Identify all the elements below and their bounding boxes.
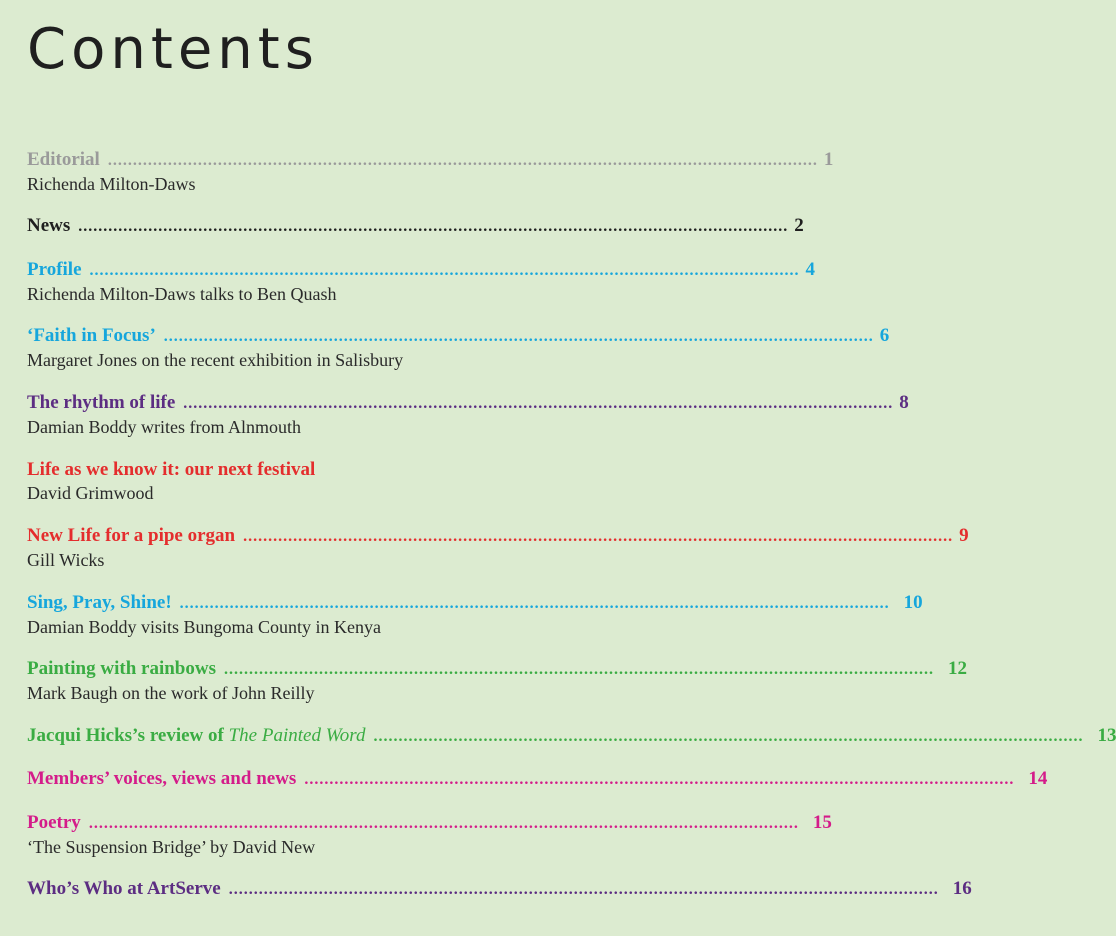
- toc-entry-title: Who’s Who at ArtServe: [27, 878, 221, 899]
- toc-entry-title: News: [27, 215, 71, 236]
- leader-dots: ..............................................................................................................................................: [88, 815, 799, 832]
- page-number: 15: [812, 812, 832, 833]
- toc-entry-subtitle: Gill Wicks: [27, 550, 105, 570]
- toc-entry-subtitle: Damian Boddy visits Bungoma County in Kenya: [27, 617, 381, 637]
- leader-dots: ..............................................................................................................................................: [183, 395, 894, 412]
- page-number: 1: [823, 149, 834, 170]
- toc-entry-title: ‘Faith in Focus’: [27, 325, 156, 346]
- leader-dots: ..............................................................................................................................................: [228, 881, 939, 898]
- toc-entry-review[interactable]: [27, 725, 1116, 748]
- page-number: 4: [805, 259, 816, 280]
- page-number: 6: [879, 325, 890, 346]
- leader-dots: ..............................................................................................................................................: [107, 152, 818, 169]
- toc-entry-profile[interactable]: [27, 259, 816, 305]
- toc-entry-title: Life as we know it: our next festival: [27, 459, 316, 480]
- toc-entry-subtitle: Richenda Milton-Daws: [27, 174, 196, 194]
- toc-entry-title: Poetry: [27, 812, 81, 833]
- toc-entry-title: The rhythm of life: [27, 392, 176, 413]
- leader-dots: ..............................................................................................................................................: [78, 218, 789, 235]
- toc-entry-title: [27, 725, 365, 747]
- page-number: 9: [959, 525, 969, 546]
- page-number: 14: [1028, 768, 1048, 789]
- toc-entry-sing-pray-shine[interactable]: [27, 592, 923, 638]
- toc-entry-title-italic: The Painted Word: [228, 725, 366, 746]
- toc-entry-poetry[interactable]: [27, 812, 832, 858]
- page-number: 12: [947, 658, 967, 679]
- leader-dots: ..............................................................................................................................................: [163, 328, 874, 345]
- toc-entry-painting-with-rainbows[interactable]: [27, 658, 967, 704]
- toc-entry-title: Painting with rainbows: [27, 658, 216, 679]
- leader-dots: ..............................................................................................................................................: [373, 728, 1084, 745]
- leader-dots: ..............................................................................................................................................: [223, 661, 934, 678]
- toc-entry-title: Profile: [27, 259, 82, 280]
- toc-entry-members-voices[interactable]: [27, 768, 1048, 791]
- leader-dots: ..............................................................................................................................................: [89, 262, 800, 279]
- toc-entry-news[interactable]: [27, 215, 804, 238]
- leader-dots: ..............................................................................................................................................: [243, 528, 954, 545]
- toc-entry-next-festival[interactable]: [27, 459, 582, 504]
- page-title: Contents: [27, 17, 319, 82]
- toc-entry-title: New Life for a pipe organ: [27, 525, 236, 546]
- toc-entry-editorial[interactable]: [27, 149, 834, 195]
- toc-entry-title: Editorial: [27, 149, 100, 170]
- toc-entry-title: Members’ voices, views and news: [27, 768, 297, 789]
- toc-entry-subtitle: David Grimwood: [27, 483, 154, 503]
- toc-entry-pipe-organ[interactable]: [27, 525, 969, 571]
- toc-entry-rhythm-of-life[interactable]: [27, 392, 909, 438]
- toc-entry-subtitle: Mark Baugh on the work of John Reilly: [27, 683, 315, 703]
- leader-dots: ..............................................................................................................................................: [304, 771, 1015, 788]
- page-number: 8: [899, 392, 909, 413]
- page-number: 16: [952, 878, 972, 899]
- leader-dots: ..............................................................................................................................................: [179, 595, 890, 612]
- page-number: 10: [903, 592, 923, 613]
- toc-entry-subtitle: Richenda Milton-Daws talks to Ben Quash: [27, 284, 337, 304]
- toc-entry-title: Sing, Pray, Shine!: [27, 592, 172, 613]
- page-number: 2: [794, 215, 804, 236]
- toc-entry-whos-who[interactable]: [27, 878, 972, 901]
- page-number: 13: [1097, 725, 1116, 746]
- toc-entry-title-text: Jacqui Hicks’s review of: [27, 725, 229, 746]
- toc-entry-subtitle: ‘The Suspension Bridge’ by David New: [27, 837, 316, 857]
- toc-entry-subtitle: Margaret Jones on the recent exhibition in Salisbury: [27, 350, 404, 370]
- toc-entry-faith-in-focus[interactable]: [27, 325, 890, 371]
- toc-entry-subtitle: Damian Boddy writes from Alnmouth: [27, 417, 301, 437]
